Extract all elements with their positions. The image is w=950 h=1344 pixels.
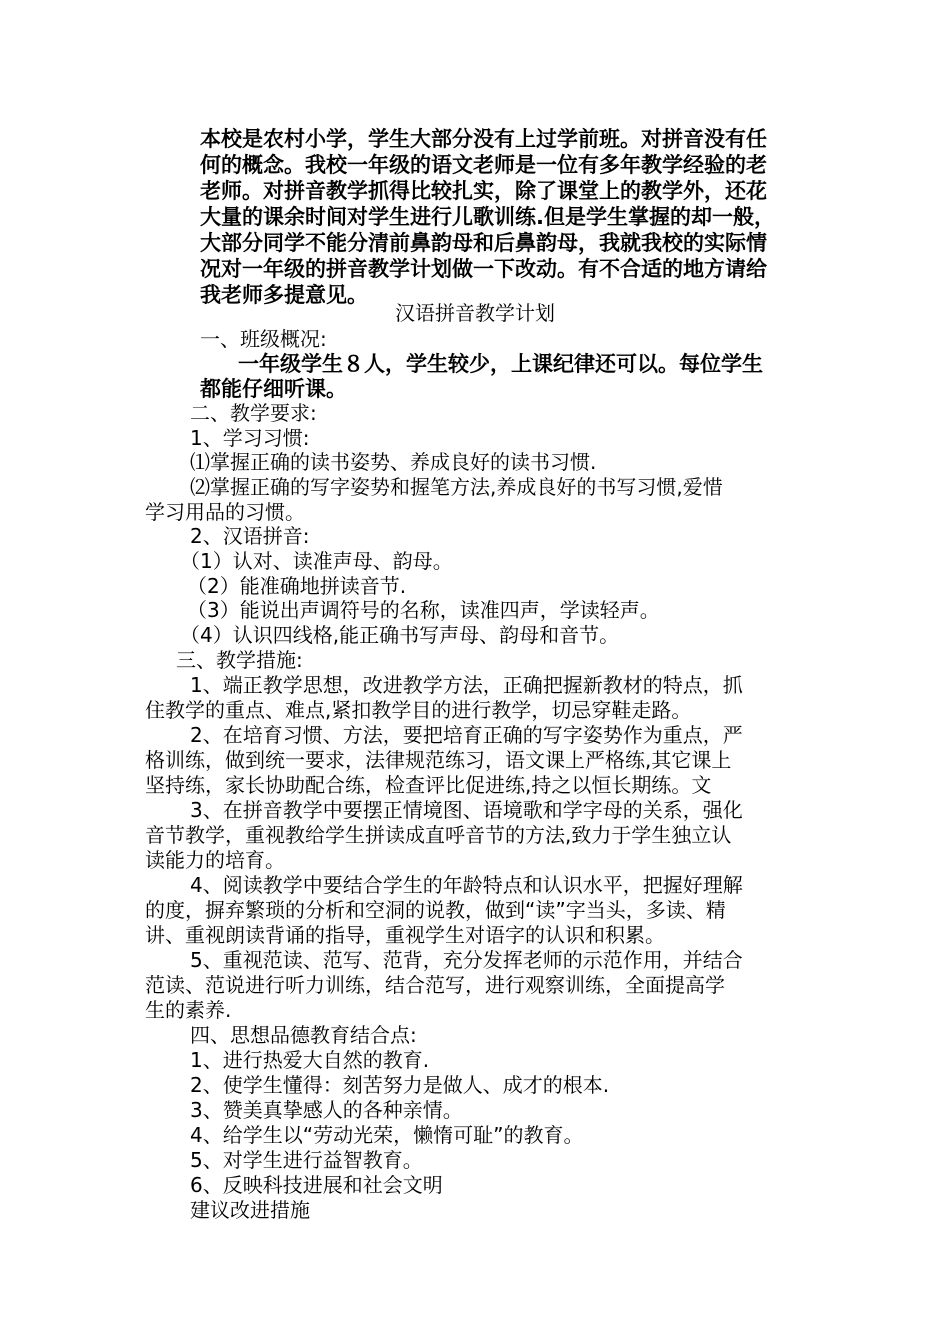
list-item: 6、反映科技进展和社会文明 xyxy=(190,1173,443,1197)
body-line: 生的素养. xyxy=(145,998,232,1022)
list-item: ⑵掌握正确的写字姿势和握笔方法,养成良好的书写习惯,爱惜 xyxy=(190,475,723,499)
section-heading: 三、教学措施: xyxy=(176,648,303,672)
list-item: 学习用品的习惯。 xyxy=(145,500,305,524)
list-item: ⑴掌握正确的读书姿势、养成良好的读书习惯. xyxy=(190,450,597,474)
body-line: 坚持练，家长协助配合练，检查评比促进练,持之以恒长期练。文 xyxy=(145,773,712,797)
intro-line: 大量的课余时间对学生进行儿歌训练.但是学生掌握的却一般， xyxy=(200,205,775,229)
body-line: 一年级学生８人，学生较少，上课纪律还可以。每位学生 xyxy=(238,352,763,376)
intro-line: 我老师多提意见。 xyxy=(200,283,368,307)
list-item: （1）认对、读准声母、韵母。 xyxy=(180,549,453,573)
list-item: 4、给学生以“劳动光荣，懒惰可耻”的教育。 xyxy=(190,1123,584,1147)
body-line: 讲、重视朗读背诵的指导，重视学生对语字的认识和积累。 xyxy=(145,923,665,947)
list-item: （3）能说出声调符号的名称，读准四声，学读轻声。 xyxy=(187,598,660,622)
section-heading: 四、思想品德教育结合点: xyxy=(190,1023,417,1047)
list-item: 3、赞美真挚感人的各种亲情。 xyxy=(190,1098,463,1122)
body-line: 4、阅读教学中要结合学生的年龄特点和认识水平，把握好理解 xyxy=(190,873,743,897)
body-line: 读能力的培育。 xyxy=(145,848,285,872)
section-heading: 一、班级概况: xyxy=(200,327,327,351)
section-heading: 二、教学要求: xyxy=(190,401,317,425)
body-line: 音节教学，重视教给学生拼读成直呼音节的方法,致力于学生独立认 xyxy=(145,823,732,847)
list-item: （2）能准确地拼读音节. xyxy=(187,574,407,598)
body-line: 的度，摒弃繁琐的分析和空洞的说教，做到“读”字当头，多读、精 xyxy=(145,898,726,922)
list-item: 5、对学生进行益智教育。 xyxy=(190,1148,423,1172)
body-line: 5、重视范读、范写、范背，充分发挥老师的示范作用，并结合 xyxy=(190,948,743,972)
subheading: 2、汉语拼音: xyxy=(190,524,310,548)
body-line: 1、端正教学思想，改进教学方法，正确把握新教材的特点，抓 xyxy=(190,673,743,697)
list-item: 2、使学生懂得：刻苦努力是做人、成才的根本. xyxy=(190,1073,610,1097)
intro-line: 老师。对拼音教学抓得比较扎实，除了课堂上的教学外，还花 xyxy=(200,179,767,203)
body-line: 格训练，做到统一要求，法律规范练习，语文课上严格练,其它课上 xyxy=(145,748,732,772)
list-item: （4）认识四线格,能正确书写声母、韵母和音节。 xyxy=(180,623,620,647)
body-line: 3、在拼音教学中要摆正情境图、语境歌和学字母的关系，强化 xyxy=(190,798,743,822)
list-item: 1、进行热爱大自然的教育. xyxy=(190,1048,430,1072)
intro-line: 大部分同学不能分清前鼻韵母和后鼻韵母，我就我校的实际情 xyxy=(200,231,767,255)
intro-line: 本校是农村小学，学生大部分没有上过学前班。对拼音没有任 xyxy=(200,127,767,151)
closing-line: 建议改进措施 xyxy=(190,1198,310,1222)
body-line: 住教学的重点、难点,紧扣教学目的进行教学，切忌穿鞋走路。 xyxy=(145,698,692,722)
intro-line: 何的概念。我校一年级的语文老师是一位有多年教学经验的老 xyxy=(200,153,767,177)
intro-line: 况对一年级的拼音教学计划做一下改动。有不合适的地方请给 xyxy=(200,257,767,281)
body-line: 2、在培育习惯、方法，要把培育正确的写字姿势作为重点，严 xyxy=(190,723,743,747)
subheading: 1、学习习惯: xyxy=(190,426,310,450)
body-line: 范读、范说进行听力训练，结合范写，进行观察训练，全面提高学 xyxy=(145,973,725,997)
body-line: 都能仔细听课。 xyxy=(200,377,347,401)
document-title: 汉语拼音教学计划 xyxy=(395,301,555,325)
